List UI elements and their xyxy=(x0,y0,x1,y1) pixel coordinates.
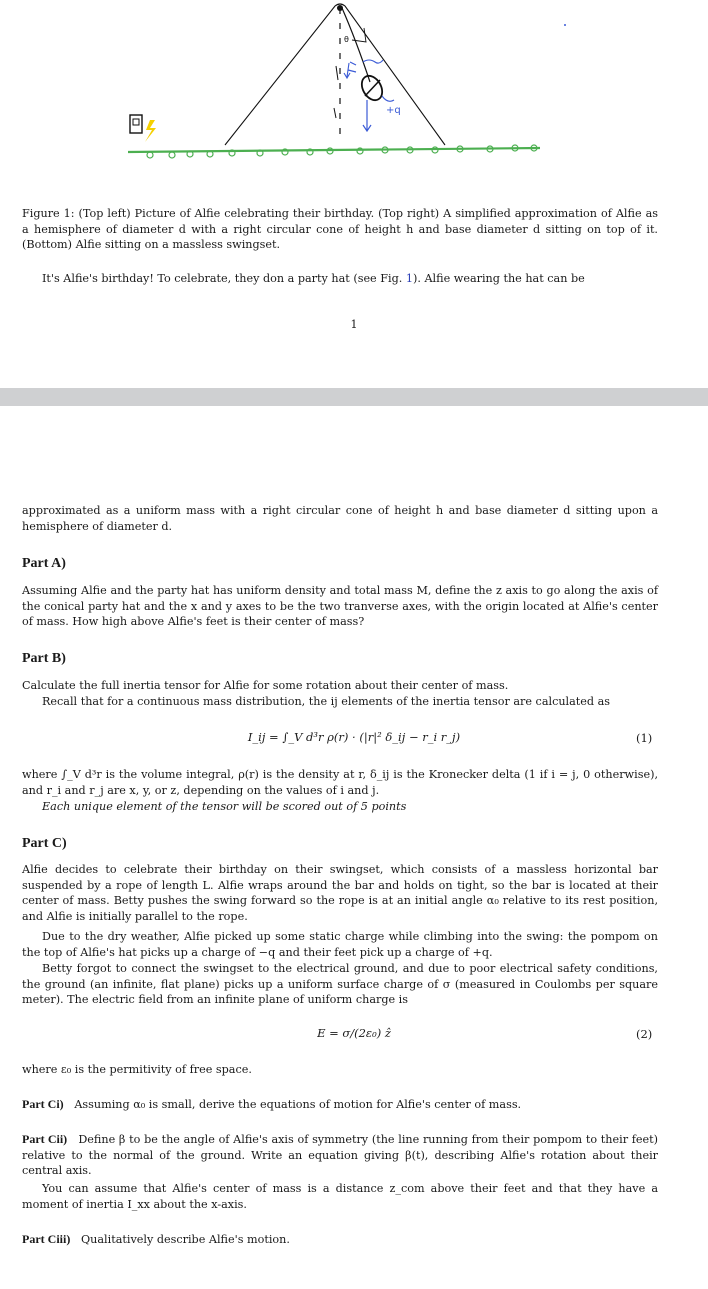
outlet-icon xyxy=(130,115,142,133)
cone-outline xyxy=(225,4,445,145)
part-c-after-eq: where ε₀ is the permitivity of free space. xyxy=(22,1063,252,1076)
part-ciii xyxy=(22,1232,658,1248)
page-divider xyxy=(0,388,708,406)
part-ci-heading: Part Ci) xyxy=(22,1097,64,1111)
theta-label: θ xyxy=(344,35,349,44)
part-cii xyxy=(22,1132,658,1179)
equation-1-number: (1) xyxy=(636,731,653,745)
part-cii-body2: You can assume that Alfie's center of mass is a distance z_com above their feet and that they have a moment of inertia I_xx about the x-axis. xyxy=(22,1182,658,1211)
intro-start: It's Alfie's birthday! To celebrate, they don a party hat (see Fig. xyxy=(42,272,406,285)
part-b-line2: Recall that for a continuous mass distribution, the ij elements of the inertia tensor are calculated as xyxy=(42,695,611,708)
part-cii-heading: Part Cii) xyxy=(22,1132,68,1146)
equation-1: I_ij = ∫_V d³r ρ(r) · (|r|² δ_ij − r_i r_j) xyxy=(247,730,461,744)
part-b-heading: Part B) xyxy=(22,651,66,666)
lightning-icon xyxy=(145,120,156,142)
figure-sketch xyxy=(120,0,580,170)
intro-paragraph xyxy=(22,271,658,287)
part-a-body: Assuming Alfie and the party hat has uniform density and total mass M, define the z axis to go along the axis of the conical party hat and the x and y axes to be the two tranverse axes, with the origin located at Alfie's center of mass. How high above Alfie's feet is their center of mass? xyxy=(22,584,658,628)
intro-continued: approximated as a uniform mass with a right circular cone of height h and base diameter d sitting upon a hemisphere of diameter d. xyxy=(22,504,658,533)
part-ciii-body: Qualitatively describe Alfie's motion. xyxy=(81,1233,290,1246)
intro-end: ). Alfie wearing the hat can be xyxy=(412,272,585,285)
equation-2-number: (2) xyxy=(636,1027,653,1041)
equation-2: E = σ/(2ε₀) ẑ xyxy=(317,1026,391,1040)
part-cii-body: Define β to be the angle of Alfie's axis of symmetry (the line running from their pompom to their feet) relative to the normal of the ground. Write an equation giving β(t), describing Alfie's rotation about their central axis. xyxy=(22,1133,659,1177)
part-a-heading: Part A) xyxy=(22,556,66,571)
part-b-note: Each unique element of the tensor will be scored out of 5 points xyxy=(42,800,407,813)
part-c-p3: Betty forgot to connect the swingset to the electrical ground, and due to poor electrical safety conditions, the ground (an infinite, flat plane) picks up a uniform surface charge of σ (measured in Coulombs per square meter). The electric field from an infinite plane of uniform charge is xyxy=(22,962,658,1006)
page-number: 1 xyxy=(350,318,358,331)
part-b-line1: Calculate the full inertia tensor for Alfie for some rotation about their center of mass. xyxy=(22,679,509,692)
part-b-after-eq: where ∫_V d³r is the volume integral, ρ(r) is the density at r, δ_ij is the Kronecker delta (1 if i = j, 0 otherwise), and r_i and r_j are x, y, or z, depending on the values of i and j. xyxy=(22,768,658,797)
part-c-p1: Alfie decides to celebrate their birthday on their swingset, which consists of a massless horizontal bar suspended by a rope of length L. Alfie wraps around the bar and holds on tight, so the bar is located at their center of mass. Betty pushes the swing forward so the rope is at an initial angle α₀ relative to its rest position, and Alfie is initially parallel to the rope. xyxy=(22,863,658,923)
swing-rope xyxy=(342,8,370,82)
part-c-heading: Part C) xyxy=(22,836,67,851)
part-c-p2: Due to the dry weather, Alfie picked up some static charge while climbing into the swing: the pompom on the top of Alfie's hat picks up a charge of −q and their feet pick up a charge of +q. xyxy=(22,930,658,959)
figure-caption: Figure 1: (Top left) Picture of Alfie celebrating their birthday. (Top right) A simplified approximation of Alfie as a hemisphere of diameter d with a right circular cone of height h and base diameter d sitting on top of it. (Bottom) Alfie sitting on a massless swingset. xyxy=(22,207,658,251)
part-ciii-heading: Part Ciii) xyxy=(22,1232,71,1246)
part-ci xyxy=(22,1097,658,1113)
part-ci-body: Assuming α₀ is small, derive the equations of motion for Alfie's center of mass. xyxy=(74,1098,522,1111)
charge-label: +q xyxy=(386,105,401,116)
figure-ref-link[interactable]: 1 xyxy=(405,272,413,285)
